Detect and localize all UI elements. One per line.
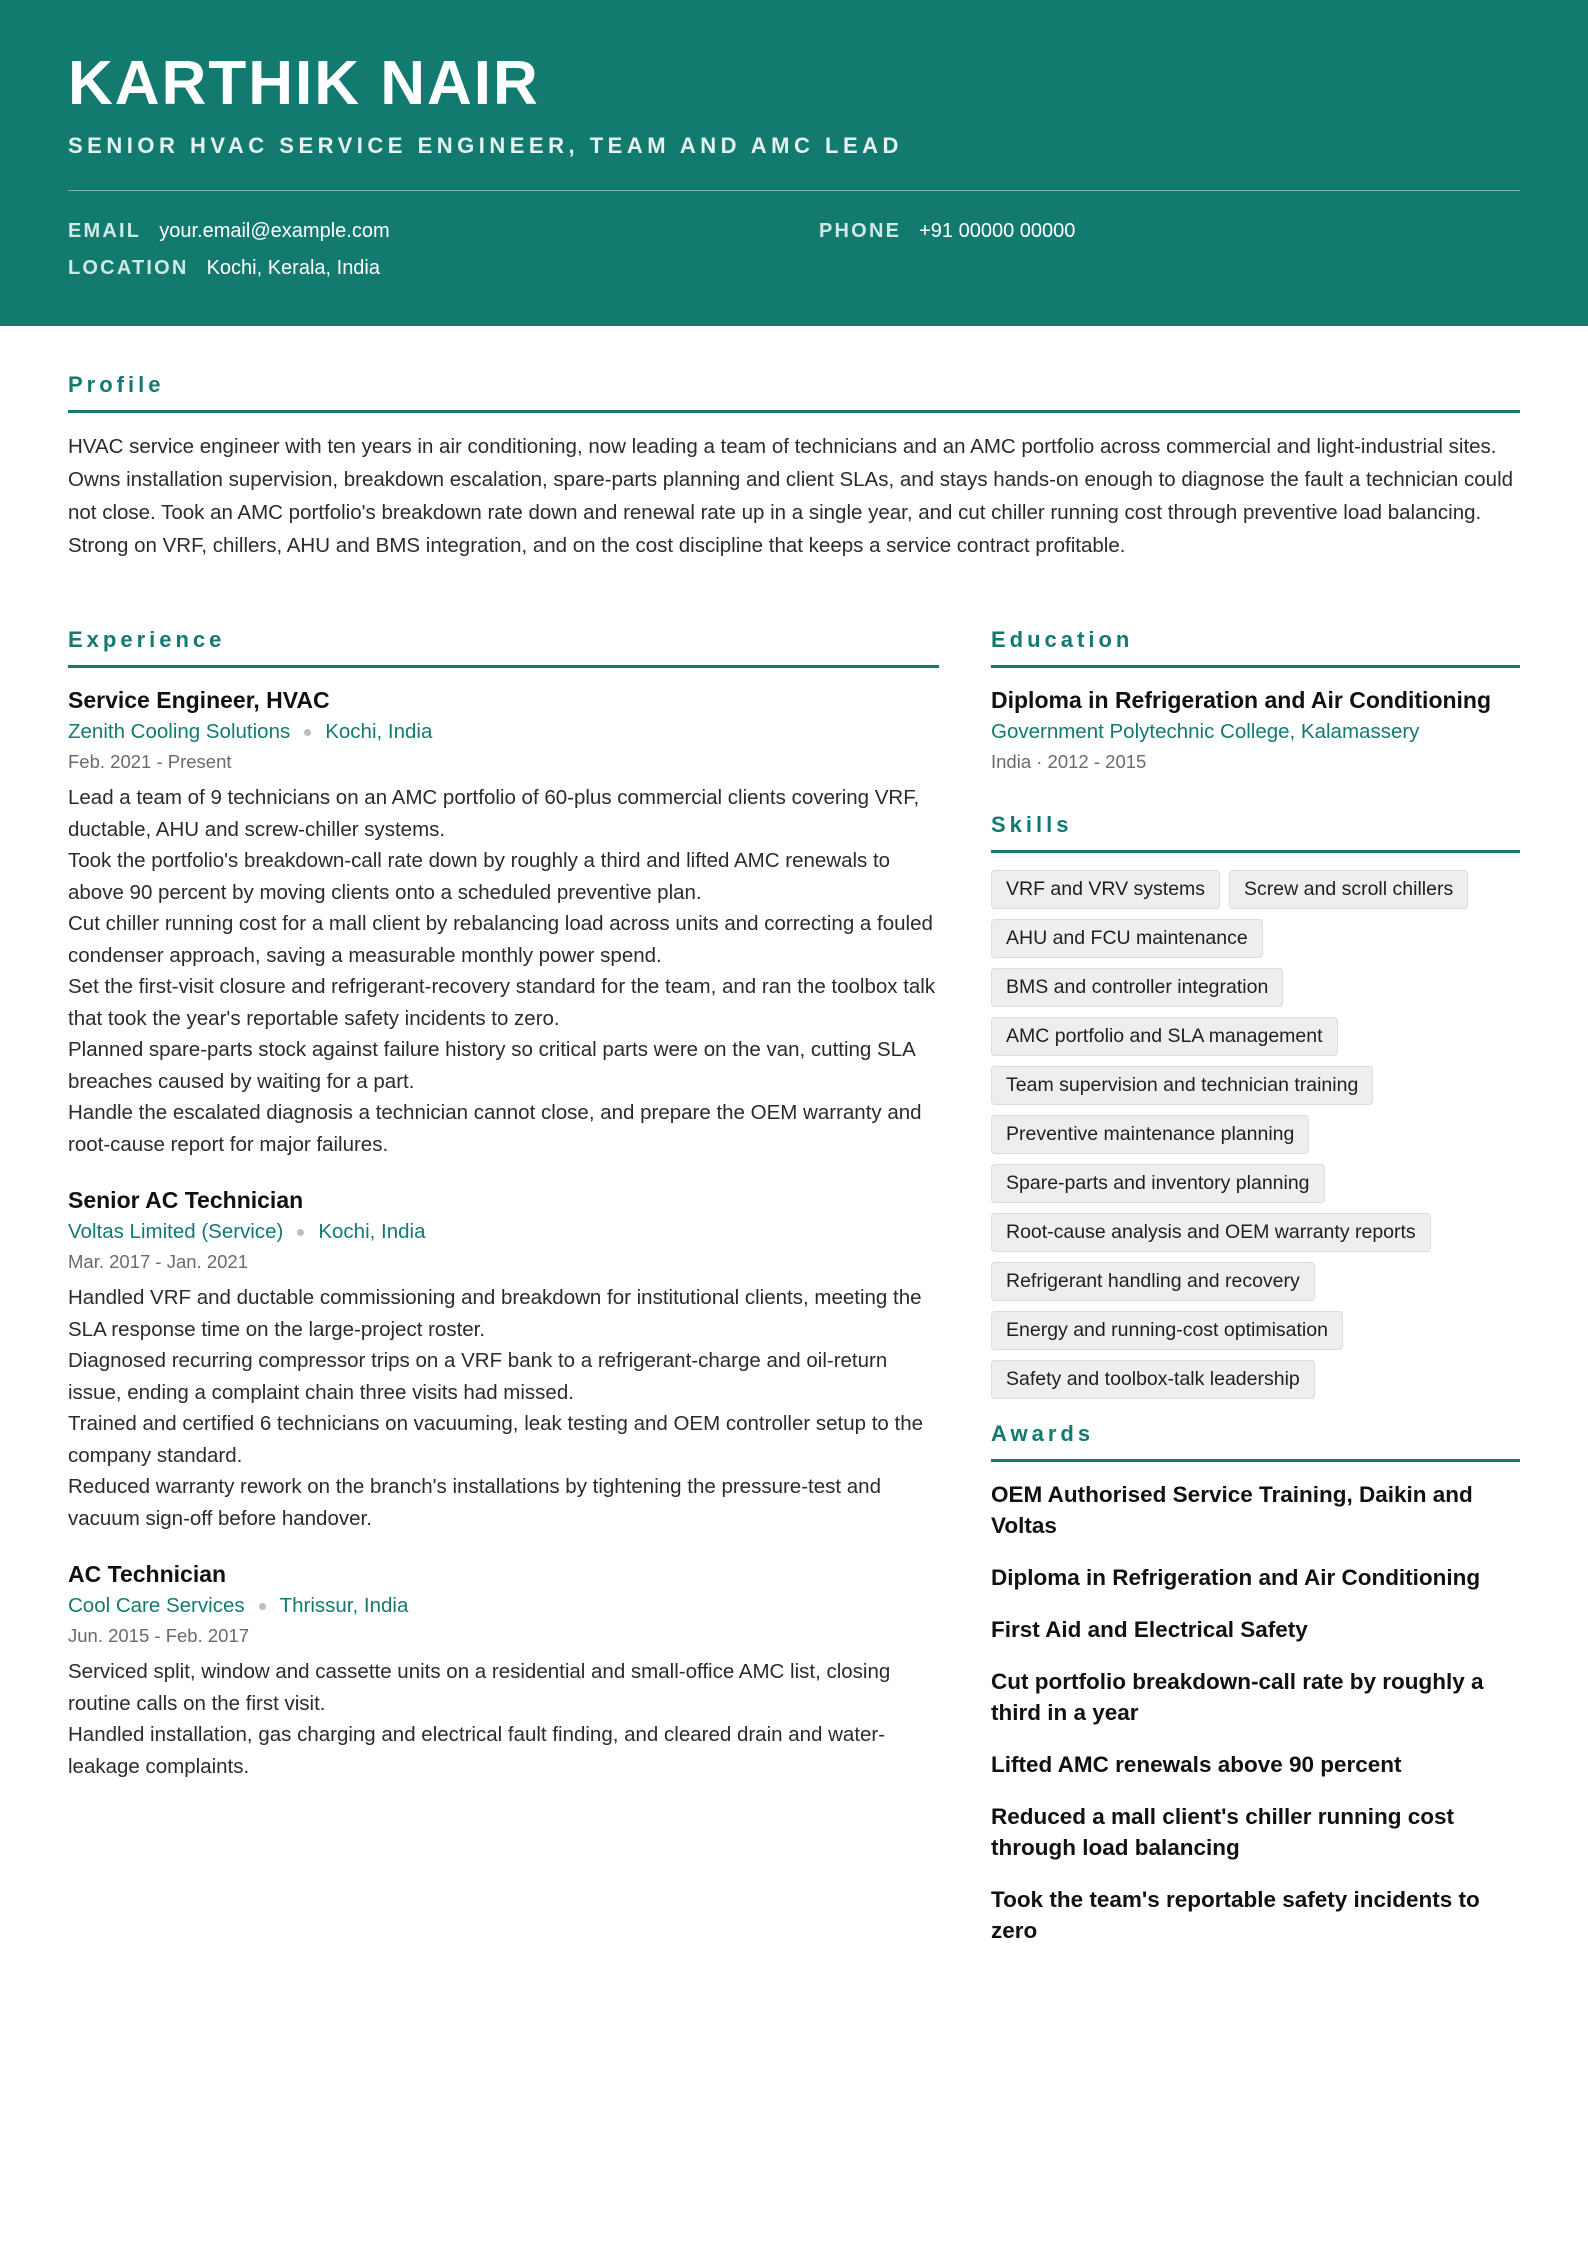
job-bullet: Diagnosed recurring compressor trips on a VRF bank to a refrigerant-charge and oil-return issue, ending a complaint chain three visits had missed. (68, 1349, 888, 1404)
job-location: Thrissur, India (279, 1594, 409, 1617)
experience-heading: Experience (68, 627, 226, 652)
awards-list (991, 1479, 1521, 1967)
skills-rule (991, 850, 1520, 853)
candidate-name: KARTHIK NAIR (68, 49, 540, 118)
education-entry (991, 684, 1521, 776)
job-bullet: Handle the escalated diagnosis a technician cannot close, and prepare the OEM warranty and root-cause report for major failures. (68, 1101, 922, 1156)
skill-chip: Energy and running-cost optimisation (991, 1311, 1343, 1350)
skill-chip: Safety and toolbox-talk leadership (991, 1360, 1315, 1399)
contact-location-label: LOCATION (68, 257, 189, 279)
experience-rule (68, 665, 939, 668)
job-bullet: Handled VRF and ductable commissioning and breakdown for institutional clients, meeting the SLA response time on the large-project roster. (68, 1286, 922, 1341)
separator-dot-icon (297, 1229, 304, 1236)
contact-email-value[interactable]: your.email@example.com (159, 220, 390, 242)
skill-chip: AMC portfolio and SLA management (991, 1017, 1338, 1056)
job-bullet: Set the first-visit closure and refrigerant-recovery standard for the team, and ran the toolbox talk that took the year's reportable safety incidents to zero. (68, 975, 936, 1030)
education-heading: Education (991, 627, 1134, 652)
job-company: Voltas Limited (Service) (68, 1220, 284, 1243)
job-title: Service Engineer, HVAC (68, 687, 330, 713)
job-meta (68, 1590, 944, 1622)
award-item: Reduced a mall client's chiller running cost through load balancing (991, 1804, 1454, 1860)
job-location: Kochi, India (318, 1220, 426, 1243)
job-dates: Jun. 2015 - Feb. 2017 (68, 1625, 250, 1646)
award-item: Took the team's reportable safety incidents to zero (991, 1887, 1480, 1943)
job-dates: Mar. 2017 - Jan. 2021 (68, 1251, 248, 1272)
contact-phone-value[interactable]: +91 00000 00000 (919, 220, 1076, 242)
award-item: First Aid and Electrical Safety (991, 1617, 1308, 1642)
skill-chip: Root-cause analysis and OEM warranty reports (991, 1213, 1431, 1252)
job-company: Cool Care Services (68, 1594, 245, 1617)
contact-location (68, 256, 380, 280)
job-title-headline: SENIOR HVAC SERVICE ENGINEER, TEAM AND AMC LEAD (68, 133, 903, 158)
skill-chip: VRF and VRV systems (991, 870, 1220, 909)
skill-chip: Team supervision and technician training (991, 1066, 1373, 1105)
resume-header (0, 0, 1588, 326)
skill-chip: BMS and controller integration (991, 968, 1283, 1007)
job-meta (68, 1216, 944, 1248)
skills-list (991, 870, 1531, 1409)
contact-email-label: EMAIL (68, 220, 142, 242)
award-item: OEM Authorised Service Training, Daikin and Voltas (991, 1482, 1473, 1538)
skill-chip: Preventive maintenance planning (991, 1115, 1309, 1154)
contact-phone (819, 219, 1075, 243)
job-title: AC Technician (68, 1561, 227, 1587)
job-bullet: Lead a team of 9 technicians on an AMC portfolio of 60-plus commercial clients covering VRF, ductable, AHU and screw-chiller systems. (68, 786, 920, 841)
header-divider (68, 190, 1520, 191)
job-bullet: Took the portfolio's breakdown-call rate down by roughly a third and lifted AMC renewals to above 90 percent by moving clients onto a scheduled preventive plan. (68, 849, 891, 904)
education-rule (991, 665, 1520, 668)
job-entry (68, 1558, 944, 1782)
contact-email (68, 219, 390, 243)
award-item: Lifted AMC renewals above 90 percent (991, 1752, 1402, 1777)
job-entry (68, 684, 944, 1160)
awards-heading: Awards (991, 1421, 1095, 1446)
job-entry (68, 1184, 944, 1534)
job-bullet: Cut chiller running cost for a mall client by rebalancing load across units and correcting a fouled condenser approach, saving a measurable monthly power spend. (68, 912, 933, 967)
profile-rule (68, 410, 1520, 413)
education-school: Government Polytechnic College, Kalamassery (991, 720, 1420, 743)
skill-chip: Refrigerant handling and recovery (991, 1262, 1315, 1301)
award-item: Diploma in Refrigeration and Air Conditioning (991, 1565, 1481, 1590)
job-meta (68, 716, 944, 748)
skills-heading: Skills (991, 812, 1073, 837)
separator-dot-icon (259, 1603, 266, 1610)
awards-rule (991, 1459, 1520, 1462)
education-details: India · 2012 - 2015 (991, 751, 1147, 772)
job-bullet: Planned spare-parts stock against failure history so critical parts were on the van, cutting SLA breaches caused by waiting for a part. (68, 1038, 915, 1093)
skill-chip: AHU and FCU maintenance (991, 919, 1263, 958)
contact-location-value: Kochi, Kerala, India (206, 257, 380, 279)
contact-phone-label: PHONE (819, 220, 902, 242)
job-dates: Feb. 2021 - Present (68, 751, 232, 772)
skill-chip: Spare-parts and inventory planning (991, 1164, 1325, 1203)
job-bullet: Trained and certified 6 technicians on vacuuming, leak testing and OEM controller setup to the company standard. (68, 1412, 924, 1467)
job-location: Kochi, India (325, 720, 433, 743)
job-company: Zenith Cooling Solutions (68, 720, 291, 743)
skill-chip: Screw and scroll chillers (1229, 870, 1468, 909)
job-bullet: Reduced warranty rework on the branch's installations by tightening the pressure-test and vacuum sign-off before handover. (68, 1475, 881, 1530)
award-item: Cut portfolio breakdown-call rate by roughly a third in a year (991, 1669, 1484, 1725)
job-bullet: Handled installation, gas charging and electrical fault finding, and cleared drain and water-leakage complaints. (68, 1723, 886, 1778)
job-bullet: Serviced split, window and cassette units on a residential and small-office AMC list, closing routine calls on the first visit. (68, 1660, 891, 1715)
education-degree: Diploma in Refrigeration and Air Conditioning (991, 687, 1492, 713)
separator-dot-icon (304, 729, 311, 736)
job-title: Senior AC Technician (68, 1187, 304, 1213)
profile-summary: HVAC service engineer with ten years in air conditioning, now leading a team of technicians and an AMC portfolio across commercial and light-industrial sites. Owns installation supervision, breakdown escalation, spare-parts planning and client SLAs, and stays hands-on enough to diagnose the fault a technician could not close. Took an AMC portfolio's breakdown rate down and renewal rate up in a single year, and cut chiller running cost through preventive load balancing. Strong on VRF, chillers, AHU and BMS integration, and on the cost discipline that keeps a service contract profitable. (68, 435, 1514, 557)
profile-heading: Profile (68, 372, 165, 397)
